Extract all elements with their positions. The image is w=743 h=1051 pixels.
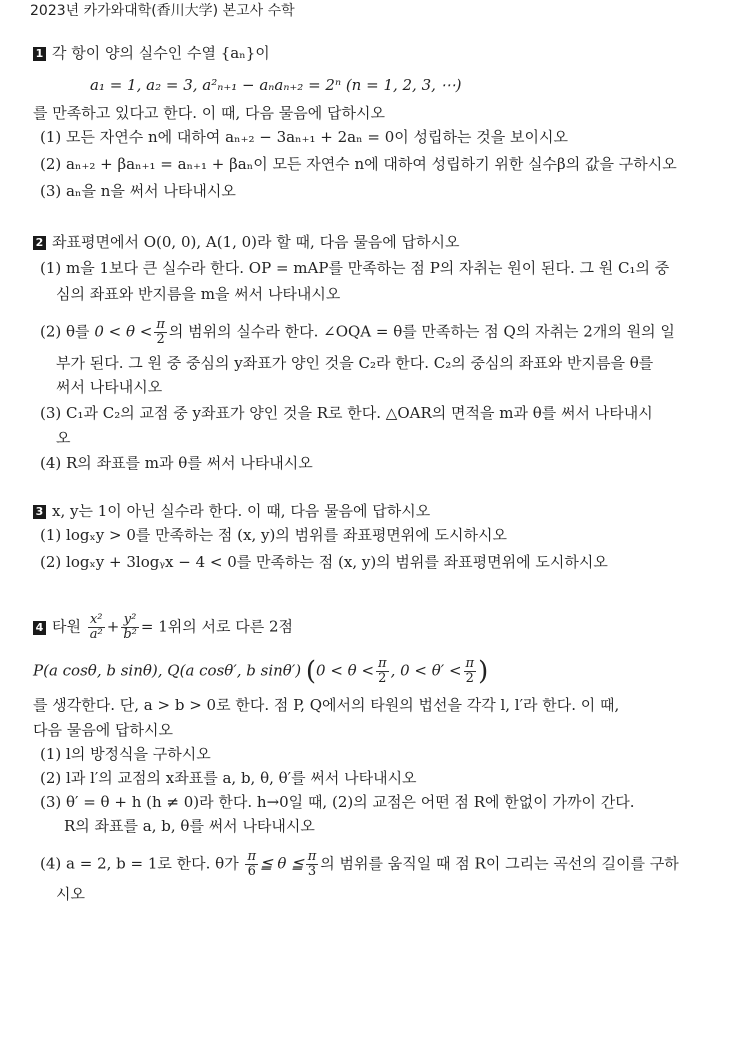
problem-1-part-3: (3) aₙ을 n을 써서 나타내시오 [40, 182, 236, 200]
problem-2-part-3-cont: 오 [56, 429, 71, 447]
problem-2-part-4: (4) R의 좌표를 m과 θ를 써서 나타내시오 [40, 454, 313, 472]
page-title: 2023년 카가와대학(香川大学) 본고사 수학 [30, 3, 295, 19]
problem-4-header: 4 타원 $\frac{\text{x²}}{\text{a²}}$ + $\frac{\text{y²}}{\text{b²}}$ = 1위의 서로 다른 2점 [33, 613, 293, 642]
problem-4-points: P(a cosθ, b sinθ), Q(a cosθ′, b sinθ′) (0 < θ < $\frac{\pi}{2}$ , 0 < θ′ < $\frac{\pi}{2}$ ) [33, 656, 489, 687]
problem-4-part-3: (3) θ′ = θ + h (h ≠ 0)라 한다. h→0일 때, (2)의 교점은 어떤 점 R에 한없이 가까이 간다. [40, 793, 635, 811]
fraction-pi-over-2: $\frac{\pi}{2}$ [465, 656, 475, 686]
fraction-pi-over-3: $\frac{\pi}{3}$ [307, 849, 317, 879]
problem-number-badge: 4 [33, 621, 46, 635]
problem-2-part-1-cont: 심의 좌표와 반지름을 m을 써서 나타내시오 [56, 285, 341, 303]
fraction-pi-over-6: $\frac{\pi}{6}$ [247, 849, 257, 879]
problem-1-header [33, 42, 270, 64]
problem-number-badge: 2 [33, 236, 46, 250]
fraction-y2-over-b2: $\frac{\text{y²}}{\text{b²}}$ [123, 612, 137, 642]
problem-2-part-2: (2) θ를 0 < θ < $\frac{\pi}{2}$ 의 범위의 실수라 한다. ∠OQA = θ를 만족하는 점 Q의 자취는 2개의 원의 일 [40, 317, 675, 347]
problem-4-part-4: (4) a = 2, b = 1로 한다. θ가 $\frac{\pi}{6}$ ≦ θ ≦ $\frac{\pi}{3}$ 의 범위를 움직일 때 점 R이 그리는 곡선의 길이를 구하 [40, 849, 679, 879]
problem-1-part-2: (2) aₙ₊₂ + βaₙ₊₁ = aₙ₊₁ + βaₙ이 모든 자연수 n에 대하여 성립하기 위한 실수β의 값을 구하시오 [40, 155, 677, 173]
problem-2-part-3: (3) C₁과 C₂의 교점 중 y좌표가 양인 것을 R로 한다. △OAR의 면적을 m과 θ를 써서 나타내시 [40, 404, 653, 422]
problem-2-intro: 좌표평면에서 O(0, 0), A(1, 0)라 할 때, 다음 물음에 답하시오 [52, 233, 460, 251]
problem-4-text: 를 생각한다. 단, a > b > 0로 한다. 점 P, Q에서의 타원의 법선을 각각 l, l′라 한다. 이 때, [33, 696, 620, 714]
fraction-pi-over-2: $\frac{\pi}{2}$ [156, 317, 165, 347]
problem-number-badge: 3 [33, 505, 46, 519]
problem-3-part-1: (1) logₓy > 0를 만족하는 점 (x, y)의 범위를 좌표평면위에 도시하시오 [40, 526, 507, 544]
problem-3-part-2: (2) logₓy + 3logᵧx − 4 < 0를 만족하는 점 (x, y)의 범위를 좌표평면위에 도시하시오 [40, 553, 608, 571]
problem-1-text: 를 만족하고 있다고 한다. 이 때, 다음 물음에 답하시오 [33, 104, 385, 122]
problem-2-part-1: (1) m을 1보다 큰 실수라 한다. OP = mAP를 만족하는 점 P의 자취는 원이 된다. 그 원 C₁의 중 [40, 259, 670, 277]
problem-1-intro: 각 항이 양의 실수인 수열 {aₙ}이 [52, 44, 270, 62]
problem-2-part-2-cont: 부가 된다. 그 원 중 중심의 y좌표가 양인 것을 C₂라 한다. C₂의 중심의 좌표와 반지름을 θ를 [56, 354, 654, 372]
problem-number-badge: 1 [33, 47, 46, 61]
problem-2-header [33, 231, 460, 253]
problem-1-part-1: (1) 모든 자연수 n에 대하여 aₙ₊₂ − 3aₙ₊₁ + 2aₙ = 0이 성립하는 것을 보이시오 [40, 128, 568, 146]
problem-4-text-2: 다음 물음에 답하시오 [33, 721, 173, 739]
fraction-x2-over-a2: $\frac{\text{x²}}{\text{a²}}$ [89, 612, 103, 642]
fraction-pi-over-2: $\frac{\pi}{2}$ [378, 656, 387, 686]
problem-4-part-4-cont: 시오 [56, 885, 85, 903]
problem-3-header [33, 500, 430, 522]
problem-4-part-2: (2) l과 l′의 교점의 x좌표를 a, b, θ, θ′를 써서 나타내시오 [40, 769, 417, 787]
problem-4-part-3-cont: R의 좌표를 a, b, θ를 써서 나타내시오 [64, 817, 315, 835]
problem-3-intro: x, y는 1이 아닌 실수라 한다. 이 때, 다음 물음에 답하시오 [52, 502, 431, 520]
problem-2-part-2-cont2: 써서 나타내시오 [56, 378, 163, 396]
problem-4-part-1: (1) l의 방정식을 구하시오 [40, 745, 211, 763]
problem-1-condition: a₁ = 1, a₂ = 3, a²ₙ₊₁ − aₙaₙ₊₂ = 2ⁿ (n = 1, 2, 3, ⋯) [90, 76, 462, 94]
